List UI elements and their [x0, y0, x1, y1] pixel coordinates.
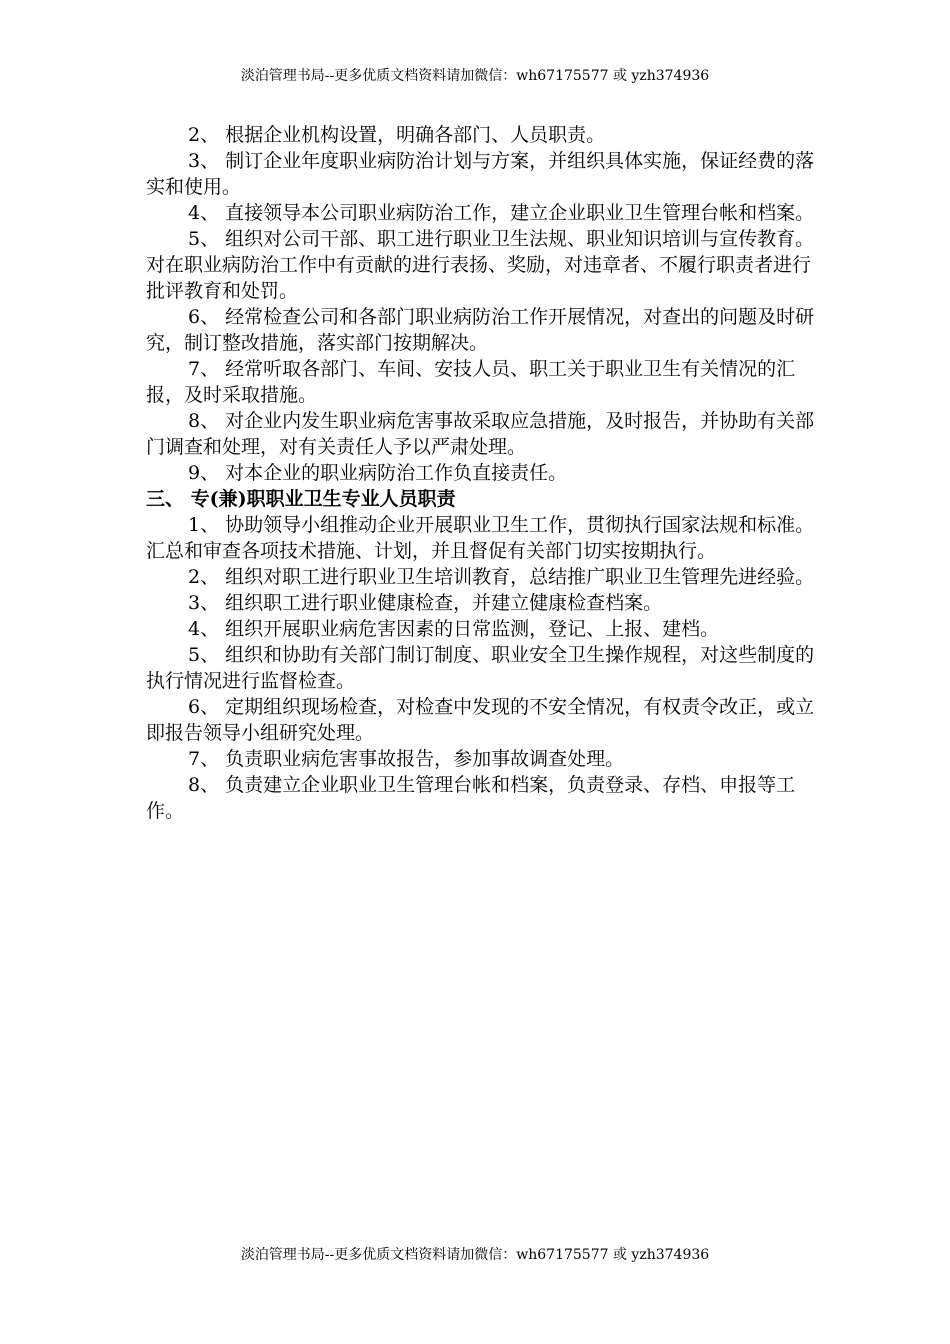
page-footer: 淡泊管理书局--更多优质文档资料请加微信：wh67175577 或 yzh374936	[240, 1247, 710, 1263]
list-item: 2、 组织对职工进行职业卫生培训教育，总结推广职业卫生管理先进经验。	[188, 566, 815, 588]
section-heading: 三、 专(兼)职职业卫生专业人员职责	[146, 488, 456, 510]
list-item: 7、 负责职业病危害事故报告，参加事故调查处理。	[188, 748, 625, 770]
list-item: 8、 对企业内发生职业病危害事故采取应急措施，及时报告，并协助有关部门调查和处理，对有关责任人予以严肃处理。	[146, 410, 815, 458]
list-item: 5、 组织对公司干部、职工进行职业卫生法规、职业知识培训与宣传教育。对在职业病防治工作中有贡献的进行表扬、奖励，对违章者、不履行职责者进行批评教育和处罚。	[146, 228, 815, 302]
list-item: 1、 协助领导小组推动企业开展职业卫生工作，贯彻执行国家法规和标准。汇总和审查各项技术措施、计划，并且督促有关部门切实按期执行。	[146, 514, 815, 562]
list-item: 7、 经常听取各部门、车间、安技人员、职工关于职业卫生有关情况的汇报，及时采取措施。	[146, 358, 796, 406]
list-item: 2、 根据企业机构设置，明确各部门、人员职责。	[188, 124, 606, 146]
page-header: 淡泊管理书局--更多优质文档资料请加微信：wh67175577 或 yzh374936	[240, 68, 710, 84]
list-item: 3、 制订企业年度职业病防治计划与方案，并组织具体实施，保证经费的落实和使用。	[146, 150, 815, 198]
list-item: 5、 组织和协助有关部门制订制度、职业安全卫生操作规程，对这些制度的执行情况进行监督检查。	[146, 644, 815, 692]
list-item: 9、 对本企业的职业病防治工作负直接责任。	[188, 462, 568, 484]
list-item: 4、 直接领导本公司职业病防治工作，建立企业职业卫生管理台帐和档案。	[188, 202, 815, 224]
list-item: 3、 组织职工进行职业健康检查，并建立健康检查档案。	[188, 592, 663, 614]
list-item: 4、 组织开展职业病危害因素的日常监测，登记、上报、建档。	[188, 618, 720, 640]
document-body	[146, 122, 826, 824]
list-item: 6、 定期组织现场检查，对检查中发现的不安全情况，有权责令改正，或立即报告领导小组研究处理。	[146, 696, 815, 744]
list-item: 8、 负责建立企业职业卫生管理台帐和档案，负责登录、存档、申报等工作。	[146, 774, 796, 822]
list-item: 6、 经常检查公司和各部门职业病防治工作开展情况，对查出的问题及时研究，制订整改措施，落实部门按期解决。	[146, 306, 815, 354]
